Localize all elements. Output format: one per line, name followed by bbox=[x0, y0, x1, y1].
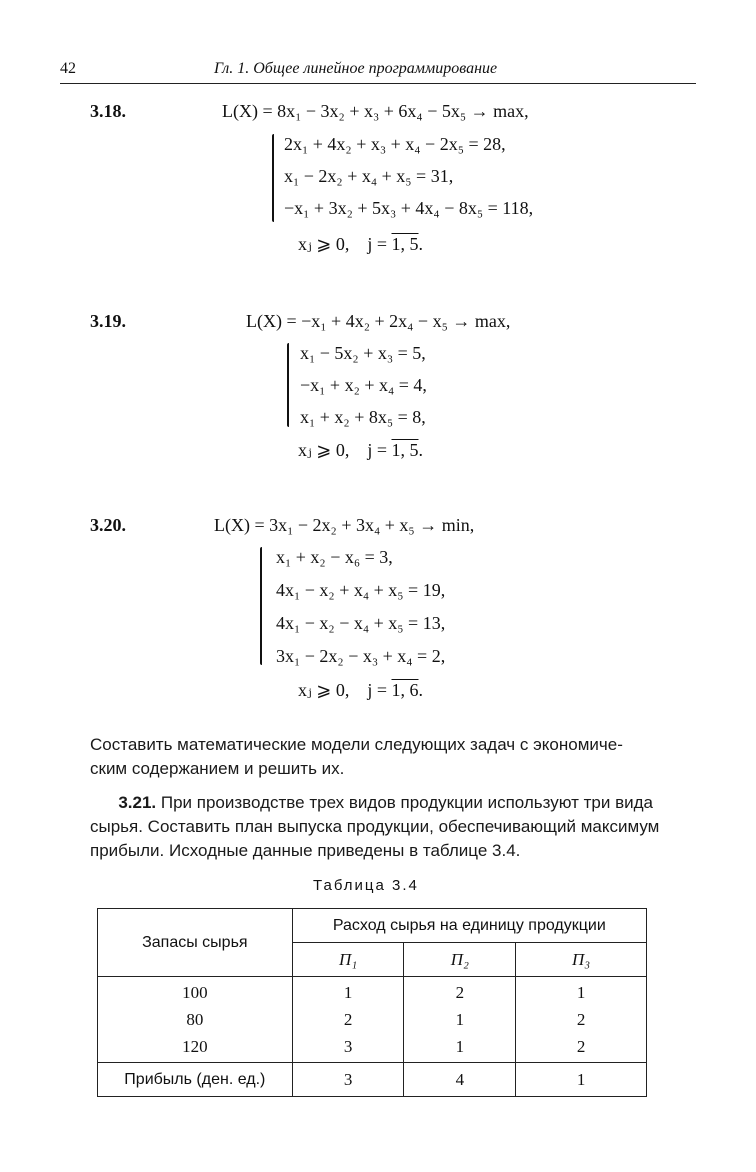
header-usage: Расход сырья на единицу продукции bbox=[292, 909, 646, 943]
objective-3-19: L(X) = −x₁ + 4x₂ + 2x₄ − x₅ → max, bbox=[246, 311, 511, 331]
cell-value: 80 bbox=[186, 1010, 204, 1029]
header-product: П₁ bbox=[292, 943, 404, 977]
constraint: −x₁ + x₂ + x₄ = 4, bbox=[300, 375, 427, 395]
constraint: 4x₁ − x₂ + x₄ + x₅ = 19, bbox=[276, 580, 446, 600]
cell-value: 3 bbox=[343, 1037, 353, 1056]
system-brace-3-20 bbox=[260, 547, 262, 665]
cell-value: 1 bbox=[455, 1010, 465, 1029]
constraints-3-19 bbox=[300, 340, 427, 431]
profit-value: 3 bbox=[292, 1063, 404, 1097]
cell-value: 1 bbox=[343, 983, 353, 1002]
problem-line: сырья. Составить план выпуска продукции, обеспечивающий максимум bbox=[90, 817, 660, 836]
problem-number-3-18: 3.18. bbox=[90, 101, 126, 121]
header-product: П₃ bbox=[516, 943, 647, 977]
index-range: 1, 5 bbox=[391, 234, 419, 254]
page-number: 42 bbox=[60, 60, 76, 77]
constraint: 3x₁ − 2x₂ − x₃ + x₄ = 2, bbox=[276, 646, 446, 666]
constraint: x₁ + x₂ + 8x₅ = 8, bbox=[300, 407, 426, 427]
index-prefix: j = bbox=[367, 680, 392, 700]
nonneg-condition: xⱼ ⩾ 0, bbox=[298, 234, 350, 254]
objective-3-18: L(X) = 8x₁ − 3x₂ + x₃ + 6x₄ − 5x₅ → max, bbox=[222, 101, 529, 121]
cell-value: 2 bbox=[576, 1010, 586, 1029]
index-prefix: j = bbox=[367, 440, 392, 460]
cell-value: 2 bbox=[576, 1037, 586, 1056]
cell-value: 2 bbox=[455, 983, 465, 1002]
problem-line bbox=[90, 791, 695, 815]
constraint: 4x₁ − x₂ − x₄ + x₅ = 13, bbox=[276, 613, 446, 633]
constraints-3-18 bbox=[284, 131, 533, 222]
index-range: 1, 6 bbox=[391, 680, 419, 700]
profit-label: Прибыль (ден. ед.) bbox=[98, 1063, 293, 1097]
index-prefix: j = bbox=[367, 234, 392, 254]
constraint: x₁ − 2x₂ + x₄ + x₅ = 31, bbox=[284, 166, 454, 186]
header-rule bbox=[60, 83, 696, 84]
data-table bbox=[97, 908, 647, 1097]
constraint: x₁ + x₂ − x₆ = 3, bbox=[276, 547, 393, 567]
problem-text: При производстве трех видов продукции используют три вида bbox=[156, 793, 653, 812]
table-cell-stock bbox=[98, 977, 293, 1063]
chapter-title: Гл. 1. Общее линейное программирование bbox=[214, 60, 498, 77]
table-cell-p1 bbox=[292, 977, 404, 1063]
cell-value: 1 bbox=[576, 983, 586, 1002]
index-suffix: . bbox=[418, 440, 423, 460]
constraint: 2x₁ + 4x₂ + x₃ + x₄ − 2x₅ = 28, bbox=[284, 134, 506, 154]
problem-number-3-20: 3.20. bbox=[90, 515, 126, 535]
cell-value: 120 bbox=[182, 1037, 208, 1056]
problem-number-3-21: 3.21. bbox=[118, 793, 157, 812]
header-product: П₂ bbox=[404, 943, 516, 977]
header-stock: Запасы сырья bbox=[98, 909, 293, 977]
intro-paragraph bbox=[90, 733, 695, 781]
constraint: x₁ − 5x₂ + x₃ = 5, bbox=[300, 343, 426, 363]
intro-line: ским содержанием и решить их. bbox=[90, 759, 345, 778]
problem-number-3-19: 3.19. bbox=[90, 311, 126, 331]
nonneg-condition: xⱼ ⩾ 0, bbox=[298, 680, 350, 700]
index-suffix: . bbox=[418, 680, 423, 700]
constraints-3-20 bbox=[276, 544, 445, 670]
profit-value: 1 bbox=[516, 1063, 647, 1097]
nonneg-3-20 bbox=[298, 680, 423, 701]
index-range: 1, 5 bbox=[391, 440, 419, 460]
cell-value: 1 bbox=[455, 1037, 465, 1056]
system-brace-3-19 bbox=[287, 343, 289, 427]
nonneg-3-18 bbox=[298, 234, 423, 255]
table-cell-p2 bbox=[404, 977, 516, 1063]
intro-line: Составить математические модели следующих задач с экономиче- bbox=[90, 735, 623, 754]
nonneg-condition: xⱼ ⩾ 0, bbox=[298, 440, 350, 460]
nonneg-3-19 bbox=[298, 440, 423, 461]
cell-value: 100 bbox=[182, 983, 208, 1002]
objective-3-20: L(X) = 3x₁ − 2x₂ + 3x₄ + x₅ → min, bbox=[214, 515, 475, 535]
table-cell-p3 bbox=[516, 977, 647, 1063]
index-suffix: . bbox=[418, 234, 423, 254]
constraint: −x₁ + 3x₂ + 5x₃ + 4x₄ − 8x₅ = 118, bbox=[284, 198, 534, 218]
table-caption: Таблица 3.4 bbox=[313, 877, 419, 894]
problem-line: прибыли. Исходные данные приведены в таблице 3.4. bbox=[90, 841, 521, 860]
cell-value: 2 bbox=[343, 1010, 353, 1029]
system-brace-3-18 bbox=[272, 134, 274, 222]
problem-3-21-paragraph bbox=[90, 791, 695, 863]
profit-value: 4 bbox=[404, 1063, 516, 1097]
